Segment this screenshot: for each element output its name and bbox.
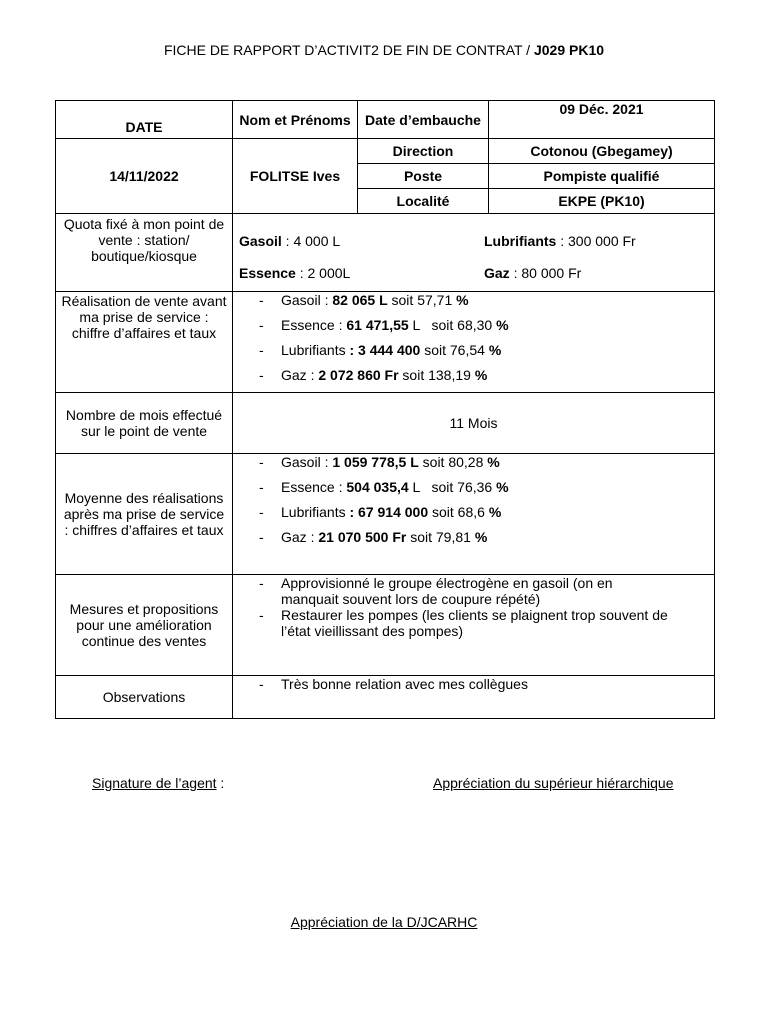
agent-signature-label: Signature de l’agent :: [92, 775, 225, 791]
list-item: - Lubrifiants : 67 914 000 soit 68,6 %: [259, 504, 502, 520]
quota-essence: Essence : 2 000L: [239, 264, 351, 281]
list-item: - Très bonne relation avec mes collègues: [259, 676, 528, 692]
embauche-value: 09 Déc. 2021: [489, 101, 715, 139]
quota-lubrifiants: Lubrifiants : 300 000 Fr: [484, 232, 636, 249]
list-item: - Essence : 504 035,4 L soit 76,36 %: [259, 479, 509, 495]
localite-value: EKPE (PK10): [489, 189, 715, 214]
list-item: - Approvisionné le groupe électrogène en gasoil (on en manquait souvent lors de coupure répété): [259, 575, 613, 607]
nom-value: FOLITSE Ives: [233, 139, 358, 214]
direction-label: Direction: [358, 139, 489, 164]
report-table: [55, 100, 715, 719]
mois-value: 11 Mois: [233, 393, 715, 454]
document-title: [0, 42, 768, 58]
realisation-label: Réalisation de vente avant ma prise de service : chiffre d’affaires et taux: [56, 292, 233, 393]
list-item: - Lubrifiants : 3 444 400 soit 76,54 %: [259, 342, 502, 358]
superieur-appreciation-label: Appréciation du supérieur hiérarchique: [433, 775, 674, 791]
djcarhc-appreciation: Appréciation de la D/JCARHC: [290, 914, 478, 930]
quota-gaz: Gaz : 80 000 Fr: [484, 264, 582, 281]
poste-value: Pompiste qualifié: [489, 164, 715, 189]
quota-label: Quota fixé à mon point de vente : station/ boutique/kiosque: [56, 214, 233, 292]
poste-label: Poste: [358, 164, 489, 189]
realisation-list: [233, 292, 714, 391]
list-item: - Essence : 61 471,55 L soit 68,30 %: [259, 317, 509, 333]
title-code: J029 PK10: [533, 42, 605, 58]
direction-value: Cotonou (Gbegamey): [489, 139, 715, 164]
moyenne-list: [233, 454, 714, 554]
mesures-label: Mesures et propositions pour une amélioration continue des ventes: [56, 575, 233, 676]
observations-label: Observations: [56, 676, 233, 719]
date-header: DATE: [56, 101, 233, 139]
quota-values: [233, 216, 714, 290]
list-item: - Gaz : 21 070 500 Fr soit 79,81 %: [259, 529, 488, 545]
moyenne-label: Moyenne des réalisations après ma prise de service : chiffres d’affaires et taux: [56, 454, 233, 575]
list-item: - Gaz : 2 072 860 Fr soit 138,19 %: [259, 367, 488, 383]
quota-gasoil: Gasoil : 4 000 L: [239, 232, 341, 249]
mois-label: Nombre de mois effectué sur le point de vente: [56, 393, 233, 454]
embauche-header: Date d’embauche: [358, 101, 489, 139]
list-item: - Gasoil : 82 065 L soit 57,71 %: [259, 292, 469, 308]
mesures-list: [233, 575, 714, 639]
observations-list: [233, 676, 714, 692]
list-item: - Restaurer les pompes (les clients se plaignent trop souvent de l’état vieillissant des pompes): [259, 607, 668, 639]
list-item: - Gasoil : 1 059 778,5 L soit 80,28 %: [259, 454, 500, 470]
localite-label: Localité: [358, 189, 489, 214]
date-value: 14/11/2022: [56, 139, 233, 214]
title-text: FICHE DE RAPPORT D’ACTIVIT2 DE FIN DE CONTRAT /: [163, 42, 534, 58]
nom-header: Nom et Prénoms: [233, 101, 358, 139]
